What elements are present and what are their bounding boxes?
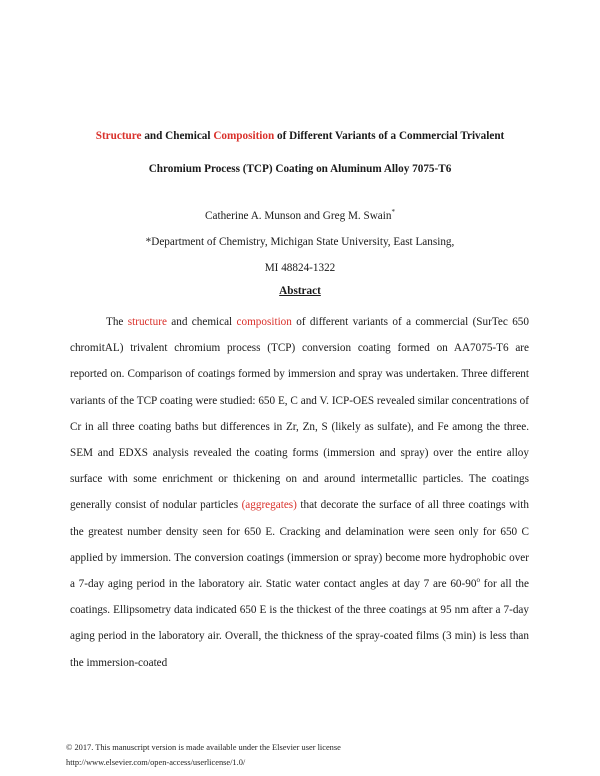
license-footer — [66, 740, 341, 770]
title-line-2: Chromium Process (TCP) Coating on Aluminum Alloy 7075-T6 — [148, 163, 452, 175]
degree-superscript: o — [476, 576, 480, 585]
author-names-text: Catherine A. Munson and Greg M. Swain — [205, 210, 392, 222]
author-block — [60, 203, 540, 281]
title-text: of Different Variants of a Commercial Trivalent — [274, 130, 505, 142]
abstract-text: that decorate the surface of all three coatings with the greatest number density seen for 650 E. Cracking and delamination were seen only for 650 C applied by immersion. The conversion coatings (immersion or spray) become more hydrophobic over a 7-day aging period in the laboratory air. Static water contact angles at day 7 are 60-90 — [70, 499, 529, 591]
abstract-highlight-structure: structure — [127, 316, 167, 328]
license-url: http://www.elsevier.com/open-access/userlicense/1.0/ — [66, 758, 246, 767]
title-text: and Chemical — [141, 130, 214, 142]
title-highlight-structure: Structure — [95, 130, 142, 142]
affiliation-line-2: MI 48824-1322 — [264, 262, 336, 274]
abstract-body — [70, 309, 529, 676]
affiliation-line-1: *Department of Chemistry, Michigan State University, East Lansing, — [145, 236, 455, 248]
corresponding-author-marker: * — [391, 208, 395, 216]
abstract-paragraph — [70, 309, 529, 676]
abstract-highlight-aggregates: (aggregates) — [241, 499, 297, 512]
abstract-highlight-composition: composition — [236, 316, 292, 328]
title-line-1 — [60, 120, 540, 153]
abstract-text: for all the coatings. Ellipsometry data indicated 650 E is the thickest of the three coatings at 95 nm after a 7-day aging period in the laboratory air. Overall, the thickness of the spray-coated films (3 min) is less than the immersion-coated — [70, 578, 529, 669]
title-highlight-composition: Composition — [213, 130, 275, 142]
author-names — [60, 203, 540, 229]
abstract-text: of different variants of a commercial (SurTec 650 chromitAL) trivalent chromium process (TCP) conversion coating formed on AA7075-T6 are reported on. Comparison of coatings formed by immersion and spray was undertaken. Three different variants of the TCP coating were studied: 650 E, C and V. ICP-OES revealed similar concentrations of Cr in all three coating baths but differences in Zr, Zn, S (likely as sulfate), and Fe among the three. SEM and EDXS analysis revealed the coating forms (immersion and spray) over the entire alloy surface with some enrichment or thickening on and around intermetallic particles. The coatings generally consist of nodular particles — [70, 316, 529, 512]
paper-title — [60, 120, 540, 186]
abstract-text: and chemical — [166, 316, 237, 328]
abstract-text: The — [106, 316, 128, 328]
license-statement: © 2017. This manuscript version is made available under the Elsevier user license — [66, 743, 341, 752]
abstract-heading: Abstract — [279, 285, 321, 297]
